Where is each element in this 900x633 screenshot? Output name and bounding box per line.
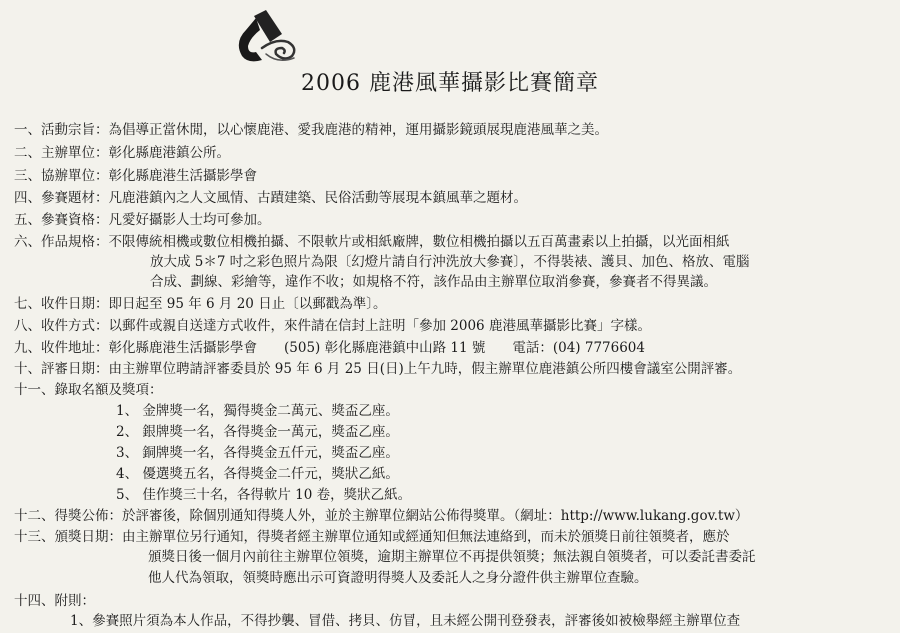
item-5-eligibility: 五、參賽資格：凡愛好攝影人士均可參加。 bbox=[14, 212, 271, 228]
item-11-awards: 十一、錄取名額及獎項： bbox=[14, 382, 163, 398]
award-silver: 2、 銀牌獎一名，各得獎金一萬元，獎盃乙座。 bbox=[116, 424, 399, 440]
item-6-specs-cont-1: 放大成 5＊7 吋之彩色照片為限〔幻燈片請自行沖洗放大參賽〕，不得裝裱、護貝、加色、格放、電腦 bbox=[150, 254, 750, 270]
item-2-organizer: 二、主辦單位：彰化縣鹿港鎮公所。 bbox=[14, 145, 230, 161]
appendix-rule-1: 1、參賽照片須為本人作品，不得抄襲、冒借、拷貝、仿冒，且未經公開刊登發表，評審後如被檢舉經主辦單位查 bbox=[70, 613, 741, 629]
item-3-co-organizer: 三、協辦單位：彰化縣鹿港生活攝影學會 bbox=[14, 168, 257, 184]
item-8-submission: 八、收件方式：以郵件或親自送達方式收件，來件請在信封上註明「參加 2006 鹿港風華攝影比賽」字樣。 bbox=[14, 318, 651, 334]
item-13-ceremony-cont-2: 他人代為領取，領獎時應出示可資證明得獎人及委託人之身分證件供主辦單位查驗。 bbox=[148, 570, 648, 586]
award-honorable: 5、 佳作獎三十名，各得軟片 10 卷，獎狀乙紙。 bbox=[116, 487, 412, 503]
item-7-deadline: 七、收件日期：即日起至 95 年 6 月 20 日止〔以郵戳為準〕。 bbox=[14, 296, 387, 312]
item-10-judging: 十、評審日期：由主辦單位聘請評審委員於 95 年 6 月 25 日(日)上午九時，假主辦單位鹿港鎮公所四樓會議室公開評審。 bbox=[14, 361, 742, 377]
item-1-purpose: 一、活動宗旨：為倡導正當休閒，以心懷鹿港、愛我鹿港的精神，運用攝影鏡頭展現鹿港風華之美。 bbox=[14, 122, 608, 138]
item-6-specs-cont-2: 合成、劃線、彩繪等，違作不收；如規格不符，該作品由主辦單位取消參賽，參賽者不得異議。 bbox=[150, 274, 717, 290]
item-4-theme: 四、參賽題材：凡鹿港鎮內之人文風情、古蹟建築、民俗活動等展現本鎮風華之題材。 bbox=[14, 190, 527, 206]
award-bronze: 3、 銅牌獎一名，各得獎金五仟元，獎盃乙座。 bbox=[116, 445, 399, 461]
item-14-appendix: 十四、附則： bbox=[14, 593, 95, 609]
lukang-logo bbox=[226, 8, 310, 70]
item-12-announcement: 十二、得獎公佈：於評審後，除個別通知得獎人外，並於主辦單位網站公佈得獎單。（網址：http://www.lukang.gov.tw） bbox=[14, 508, 749, 524]
item-13-ceremony: 十三、頒獎日期：由主辦單位另行通知，得獎者經主辦單位通知或經通知但無法連絡到，而未於頒獎日前往領獎者，應於 bbox=[14, 529, 730, 545]
document-title: 2006 鹿港風華攝影比賽簡章 bbox=[301, 71, 599, 96]
item-6-specs: 六、作品規格：不限傳統相機或數位相機拍攝、不限軟片或相紙廠牌，數位相機拍攝以五百萬畫素以上拍攝，以光面相紙 bbox=[14, 234, 730, 250]
award-gold: 1、 金牌獎一名，獨得獎金二萬元、獎盃乙座。 bbox=[116, 403, 399, 419]
item-9-address: 九、收件地址：彰化縣鹿港生活攝影學會 (505) 彰化縣鹿港鎮中山路 11 號 電話：(04) 7776604 bbox=[14, 340, 645, 356]
item-13-ceremony-cont-1: 頒獎日後一個月內前往主辦單位領獎，逾期主辦單位不再提供領獎；無法親自領獎者，可以委託書委託 bbox=[148, 549, 756, 565]
award-merit: 4、 優選獎五名，各得獎金二仟元，獎狀乙紙。 bbox=[116, 466, 399, 482]
